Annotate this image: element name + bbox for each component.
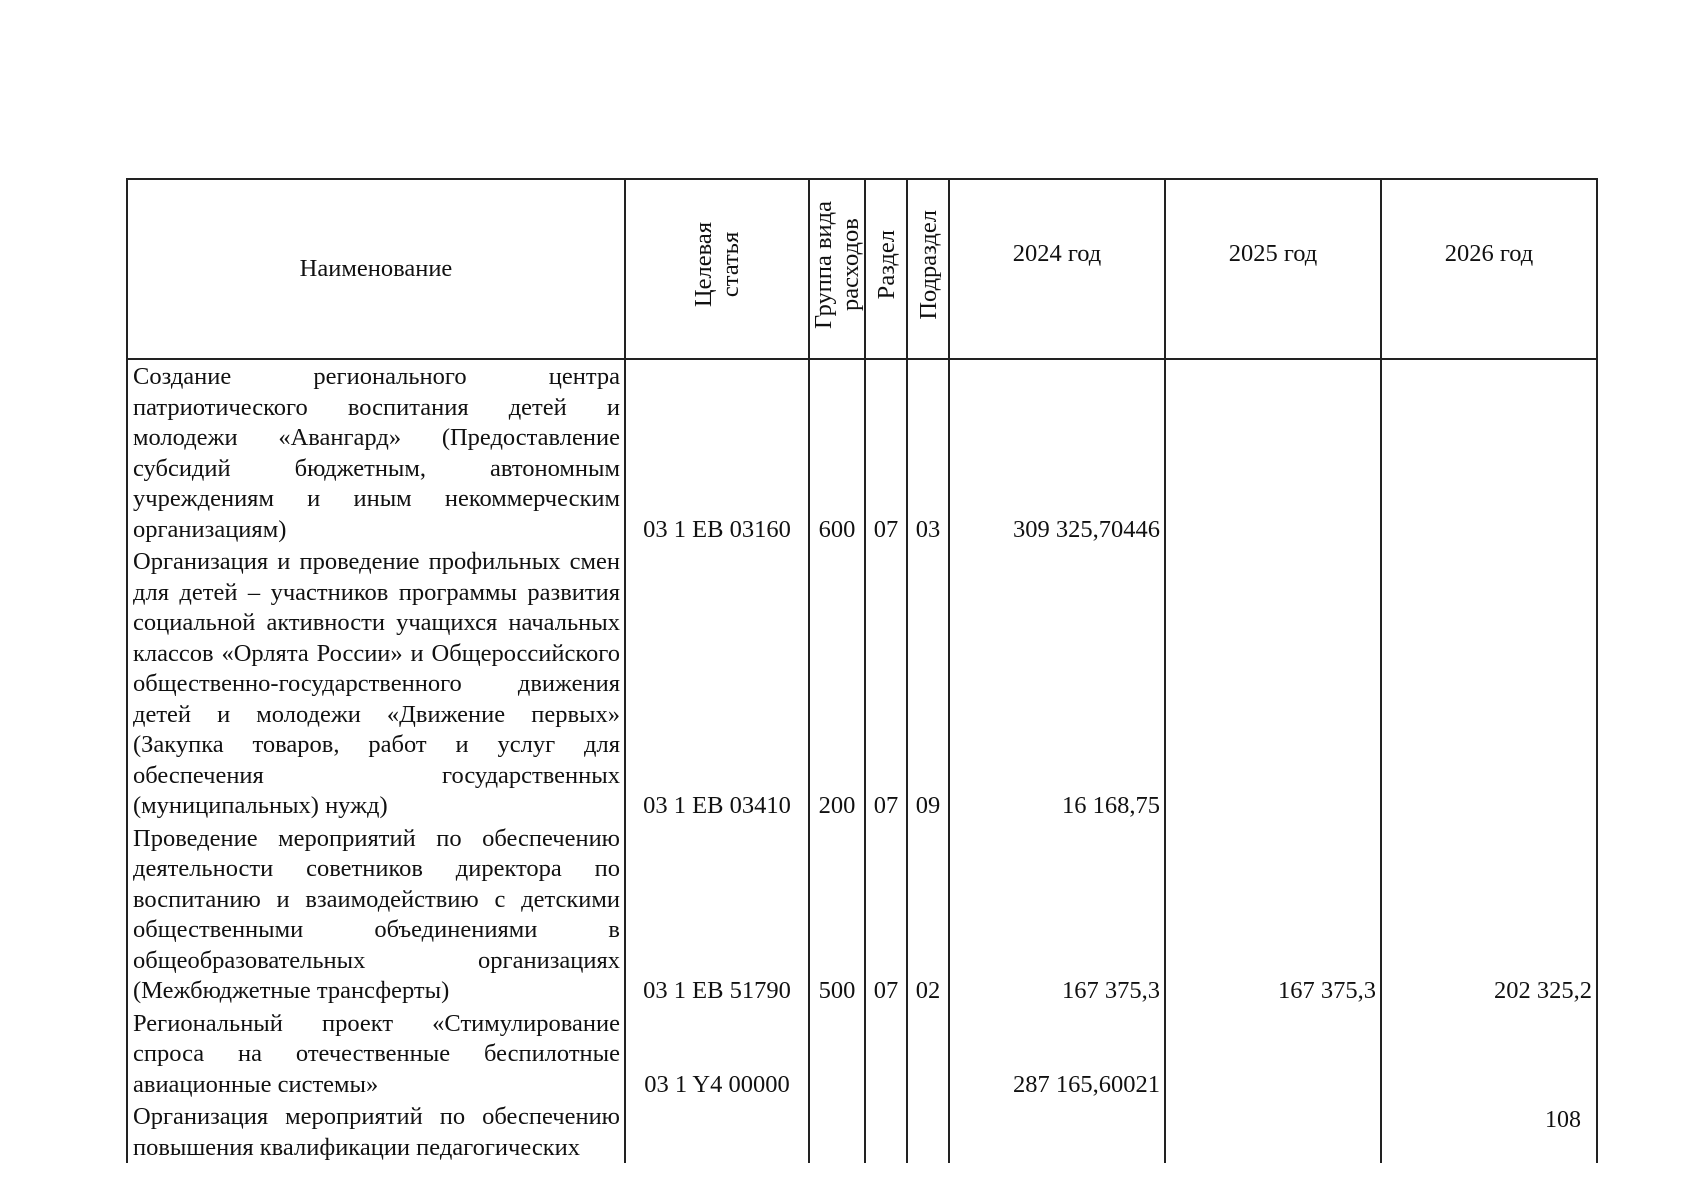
row-name: Организация и проведение профильных смен для детей – участников программы развития социальной активности учащихся начальных классов «Орлята России» и Общероссийского общественно-государственного движения детей и молодежи «Движение первых» (Закупка товаров, работ и услуг для обеспечения государственных (муниципальных) нужд)	[127, 545, 625, 822]
header-target	[625, 179, 809, 359]
row-subsection: 09	[907, 545, 949, 822]
row-amount-2025	[1165, 359, 1381, 545]
row-name: Региональный проект «Стимулирование спроса на отечественные беспилотные авиационные системы»	[127, 1007, 625, 1101]
row-amount-2025	[1165, 1007, 1381, 1101]
header-2024: 2024 год	[949, 179, 1165, 359]
row-subsection	[907, 1007, 949, 1101]
row-amount-2024: 16 168,75	[949, 545, 1165, 822]
row-amount-2025: 167 375,3	[1165, 822, 1381, 1007]
header-name: Наименование	[127, 179, 625, 359]
row-code: 03 1 Y4 00000	[625, 1007, 809, 1101]
row-section: 07	[865, 545, 907, 822]
row-amount-2026: 202 325,2	[1381, 822, 1597, 1007]
row-subsection	[907, 1100, 949, 1163]
header-group-line2: расходов	[837, 218, 864, 312]
row-code	[625, 1100, 809, 1163]
row-amount-2025	[1165, 545, 1381, 822]
table-row	[127, 1007, 1597, 1101]
header-subsection	[907, 179, 949, 359]
row-amount-2024: 309 325,70446	[949, 359, 1165, 545]
row-amount-2024	[949, 1100, 1165, 1163]
row-amount-2024: 167 375,3	[949, 822, 1165, 1007]
row-amount-2025	[1165, 1100, 1381, 1163]
header-group	[809, 179, 865, 359]
row-amount-2024: 287 165,60021	[949, 1007, 1165, 1101]
header-2026: 2026 год	[1381, 179, 1597, 359]
row-group: 200	[809, 545, 865, 822]
page-number: 108	[1545, 1107, 1581, 1133]
table-header-row	[127, 179, 1597, 359]
header-2025: 2025 год	[1165, 179, 1381, 359]
row-subsection: 02	[907, 822, 949, 1007]
row-section: 07	[865, 822, 907, 1007]
row-group: 600	[809, 359, 865, 545]
row-code: 03 1 ЕВ 03410	[625, 545, 809, 822]
row-group	[809, 1100, 865, 1163]
row-code: 03 1 ЕВ 51790	[625, 822, 809, 1007]
header-subsection-label: Подраздел	[914, 209, 942, 320]
header-target-line1: Целевая	[690, 222, 717, 308]
row-group	[809, 1007, 865, 1101]
row-code: 03 1 ЕВ 03160	[625, 359, 809, 545]
budget-table	[126, 178, 1598, 1163]
row-section	[865, 1100, 907, 1163]
row-subsection: 03	[907, 359, 949, 545]
row-group: 500	[809, 822, 865, 1007]
row-amount-2026	[1381, 545, 1597, 822]
row-name: Организация мероприятий по обеспечению повышения квалификации педагогических	[127, 1100, 625, 1163]
header-target-line2: статья	[717, 232, 744, 298]
row-name: Создание регионального центра патриотического воспитания детей и молодежи «Авангард» (Предоставление субсидий бюджетным, автономным учреждениям и иным некоммерческим организациям)	[127, 359, 625, 545]
table-row	[127, 545, 1597, 822]
row-amount-2026	[1381, 1007, 1597, 1101]
row-name: Проведение мероприятий по обеспечению деятельности советников директора по воспитанию и взаимодействию с детскими общественными объединениями в общеобразовательных организациях (Межбюджетные трансферты)	[127, 822, 625, 1007]
table-row	[127, 359, 1597, 545]
header-section	[865, 179, 907, 359]
header-group-line1: Группа вида	[810, 200, 837, 329]
table-row	[127, 822, 1597, 1007]
row-amount-2026	[1381, 359, 1597, 545]
table-row	[127, 1100, 1597, 1163]
row-section	[865, 1007, 907, 1101]
row-section: 07	[865, 359, 907, 545]
header-section-label: Раздел	[872, 230, 900, 300]
